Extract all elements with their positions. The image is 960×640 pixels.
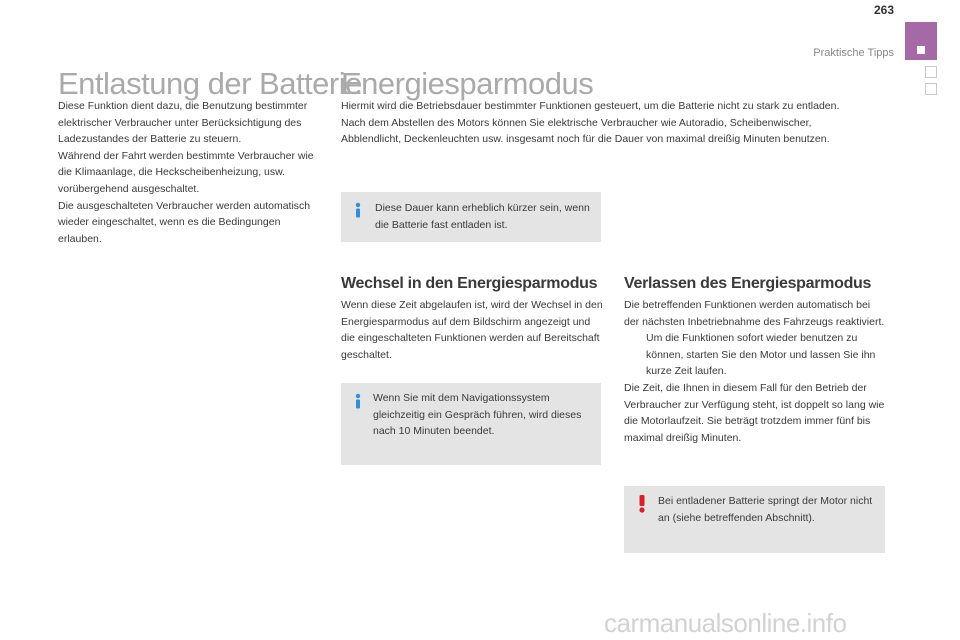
switch-mode-text: Wenn diese Zeit abgelaufen ist, wird der Wechsel in den Energiesparmodus auf dem Bildschirm angezeigt und die eingeschalteten Funktionen werden auf Bereitschaft geschaltet. xyxy=(341,299,603,361)
info-box-duration xyxy=(341,192,601,242)
exit-mode-after: Die Zeit, die Ihnen in diesem Fall für den Betrieb der Verbraucher zur Verfügung steht, ist doppelt so lang wie die Motorlaufzeit. Sie beträgt trotzdem immer fünf bis maximal dreißig Minuten. xyxy=(624,381,885,444)
energy-saving-paragraph: Nach dem Abstellen des Motors können Sie elektrische Verbraucher wie Autoradio, Scheibenwischer, Abblendlicht, Deckenleuchten usw. insgesamt noch für die Dauer von maximal dreißig Minuten benutzen. xyxy=(341,116,830,146)
exit-mode-title: Verlassen des Energiesparmodus xyxy=(624,275,872,292)
chapter-tab-empty[interactable] xyxy=(925,83,937,95)
info-icon xyxy=(351,393,365,409)
energy-saving-text xyxy=(341,98,861,148)
exit-mode-bullet-text: Um die Funktionen sofort wieder benutzen zu können, starten Sie den Motor und lassen Sie ihn kurze Zeit laufen. xyxy=(646,332,876,378)
info-note-text: Diese Dauer kann erheblich kürzer sein, wenn die Batterie fast entladen ist. xyxy=(375,202,590,231)
chapter-tab-marker-icon xyxy=(917,46,925,54)
exit-mode-intro: Die betreffenden Funktionen werden automatisch bei der nächsten Inbetriebnahme des Fahrzeugs reaktiviert. xyxy=(624,299,885,328)
warning-note-text: Bei entladener Batterie springt der Motor nicht an (siehe betreffenden Abschnitt). xyxy=(658,495,873,524)
switch-mode-title: Wechsel in den Energiesparmodus xyxy=(341,275,598,292)
battery-relief-text xyxy=(58,98,320,247)
watermark: carmanualsonline.info xyxy=(604,608,847,638)
battery-relief-title: Entlastung der Batterie xyxy=(58,66,362,101)
section-label: Praktische Tipps xyxy=(813,47,894,59)
chapter-tab-empty[interactable] xyxy=(925,66,937,78)
battery-relief-paragraph: Diese Funktion dient dazu, die Benutzung bestimmter elektrischer Verbraucher unter Berücksichtigung des Ladezustandes der Batterie zu steuern. xyxy=(58,100,308,146)
info-box-navigation xyxy=(341,383,601,465)
warning-icon xyxy=(634,495,650,513)
energy-saving-paragraph: Hiermit wird die Betriebsdauer bestimmter Funktionen gesteuert, um die Batterie nicht zu stark zu entladen. xyxy=(341,100,840,112)
warning-box xyxy=(624,486,885,553)
page-number: 263 xyxy=(873,3,894,17)
exit-mode-text xyxy=(624,297,886,446)
exit-mode-bullet xyxy=(624,330,886,380)
chapter-tab[interactable] xyxy=(905,22,937,60)
info-note-text: Wenn Sie mit dem Navigationssystem gleichzeitig ein Gespräch führen, wird dieses nach 10 Minuten beendet. xyxy=(373,392,582,438)
energy-saving-title: Energiesparmodus xyxy=(341,66,594,101)
battery-relief-paragraph: Während der Fahrt werden bestimmte Verbraucher wie die Klimaanlage, die Heckscheibenheizung, usw. vorübergehend ausgeschaltet. xyxy=(58,149,314,195)
info-icon xyxy=(351,202,365,218)
battery-relief-paragraph: Die ausgeschalteten Verbraucher werden automatisch wieder eingeschaltet, wenn es die Bedingungen erlauben. xyxy=(58,199,311,245)
